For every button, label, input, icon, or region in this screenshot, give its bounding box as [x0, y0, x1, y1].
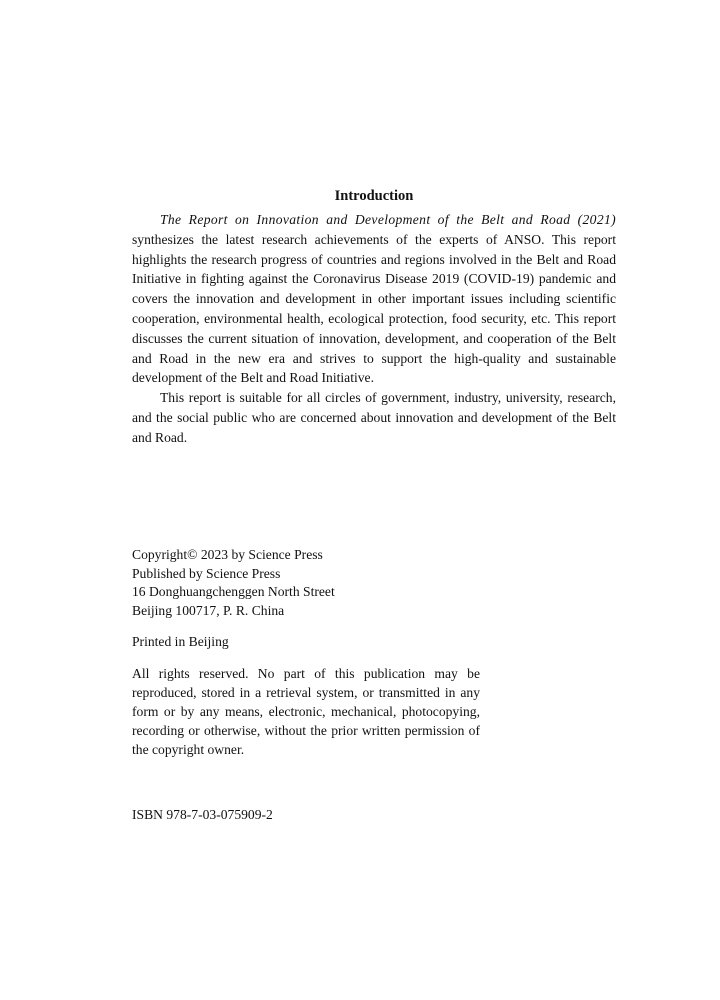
introduction-paragraph-2: This report is suitable for all circles of government, industry, university, research, and the social public who are concerned about innovation and development of the Belt and Road. — [132, 390, 616, 445]
introduction-heading: Introduction — [334, 188, 414, 204]
copyright-line: Copyright© 2023 by Science Press — [132, 547, 323, 562]
publisher-line: Published by Science Press — [132, 565, 281, 581]
copyright-block — [132, 546, 480, 620]
printed-in: Printed in Beijing — [132, 634, 229, 649]
rights-notice: All rights reserved. No part of this publication may be reproduced, stored in a retrieval system, or transmitted in any form or by any means, electronic, mechanical, photocopying, recording or otherwise, without the prior written permission of the copyright owner. — [132, 666, 480, 757]
address-city: Beijing 100717, P. R. China — [132, 602, 285, 618]
report-title: The Report on Innovation and Development of the Belt and Road (2021) — [160, 212, 616, 227]
introduction-paragraph-1-body: synthesizes the latest research achievements of the experts of ANSO. This report highlights the research progress of countries and regions involved in the Belt and Road Initiative in fighting against the Coronavirus Disease 2019 (COVID-19) pandemic and covers the innovation and development in other important issues including scientific cooperation, environmental health, ecological protection, food security, etc. This report discusses the current situation of innovation, development, and cooperation of the Belt and Road in the new era and strives to support the high-quality and sustainable development of the Belt and Road Initiative. — [132, 231, 616, 386]
introduction-paragraph-1 — [132, 210, 616, 388]
address-street: 16 Donghuangchenggen North Street — [132, 584, 335, 599]
introduction-section — [132, 186, 616, 448]
isbn: ISBN 978-7-03-075909-2 — [132, 807, 273, 822]
